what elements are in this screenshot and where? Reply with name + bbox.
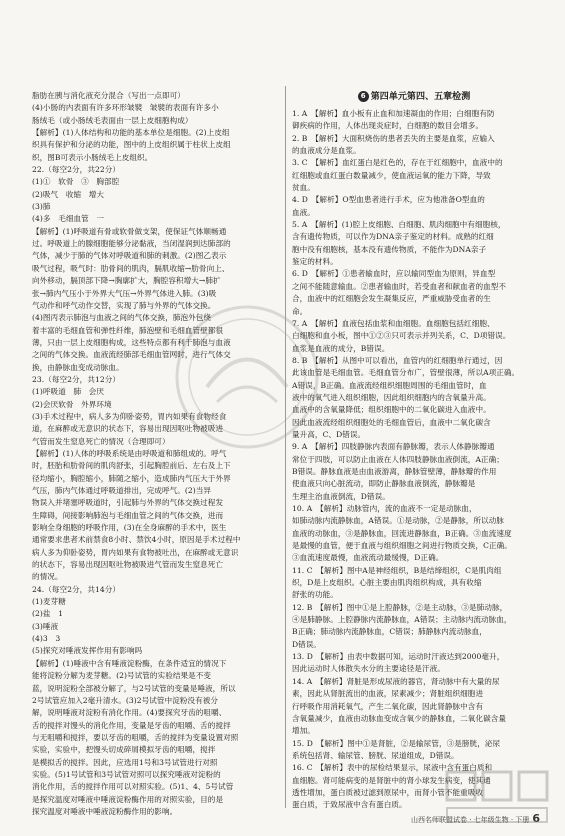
text-line: ④是肺静脉。上腔静脉内流静脉血，A错误；主动脉内流动脉血，: [292, 615, 512, 625]
text-line: 探究温度对唾液中唾液淀粉酶作用的影响。: [32, 806, 178, 816]
text-line: 6. D 【解析】①患者输血时，应以输同型血为原则，异血型: [292, 269, 496, 279]
text-line: 是模拟舌的搅拌。因此，应选用1号和3号试管进行对照: [32, 757, 218, 767]
text-line: (2)会厌软骨 外界环境: [32, 399, 112, 409]
text-line: 生障碍，间接影响肺泡与毛细血管之间的气体交换，进而: [32, 510, 224, 520]
text-line: 气管而发生窒息死亡的情况（合理即可）: [32, 436, 170, 446]
text-line: 【解析】(1)人体结构和功能的基本单位是细胞。(2)上皮组: [32, 128, 230, 138]
text-line: 气动作和呼气动作交替，实现了肺与外界的气体交换。: [32, 300, 216, 310]
left-column: [32, 90, 279, 818]
text-line: (3)手术过程中，病人多为仰卧姿势，胃内如果有食物经食: [32, 411, 227, 421]
text-line: 是最慢的血管，便于血液与组织细胞之间进行物质交换，C正确。: [292, 541, 512, 551]
text-line: 10. A 【解析】动脉管内，流的血液不一定是动脉血，: [292, 504, 477, 513]
text-line: 合，血液中的红细胞会发生凝集反应，严重威胁受血者的生: [292, 294, 491, 304]
text-line: 4. D 【解析】O型血患者进行手术，应为他准备O型血的: [292, 195, 485, 205]
right-answers: [292, 108, 536, 812]
text-line: 织具有保护和分泌的功能，图中的上皮组织属于柱状上皮组: [32, 140, 231, 150]
text-line: 的状态下，容易出现因呕吐物被吸进气管而发生窒息死亡: [32, 560, 224, 570]
column-divider: [285, 86, 286, 808]
text-line: (2)吸气 收缩 增大: [32, 189, 105, 199]
section-title-text: 第四单元第四、五章检测: [370, 92, 471, 102]
text-line: (4)多 毛细血管 一: [32, 214, 105, 224]
text-line: 鉴定的材料。: [292, 257, 338, 267]
text-line: 生理主治血液倒流，D错误。: [292, 491, 390, 501]
text-line: 蛋白质，于致尿液中含有蛋白质。: [292, 800, 407, 810]
text-line: 量升高，C、D错误。: [292, 429, 366, 439]
section-heading: [292, 90, 536, 105]
text-line: 素，因此从肾脏流出的血液，尿素减少；肾脏组织细胞进: [292, 689, 484, 699]
text-line: 血液的动脉血，③是静脉血，回流进静脉血，B正确。③血流速度: [292, 528, 512, 538]
text-line: 16. C 【解析】表中的尿检结果显示，尿液中含有蛋白质和: [292, 763, 493, 773]
text-line: 15. D 【解析】图中①是肾脏，②是输尿管，③是膀胱，泌尿: [292, 738, 501, 748]
text-line: (5)探究对唾液发挥作用有影响吗: [32, 646, 143, 656]
text-line: B正确；肺动脉内流静脉血，C错误；肺静脉内流动脉血，: [292, 627, 487, 637]
text-line: 因此运动时人体散失水分的主要途径是汗液。: [292, 664, 445, 674]
text-line: 病人多为仰卧姿势，胃内如果有食物被吐出，在麻醉或无意识: [32, 547, 239, 557]
text-line: 8. B 【解析】从图中可以看出，血管内的红细胞单行通过，因: [292, 355, 503, 365]
text-line: 【解析】(1)唾液中含有唾液淀粉酶，在条件适宜的情况下: [32, 658, 227, 668]
text-line: 24.（每空2分，共14分）: [32, 584, 121, 594]
text-line: 解，说明唾液对淀粉有消化作用。(4)要探究牙齿的咀嚼、: [32, 708, 227, 718]
text-line: 常位于四肢，可以防止血液在人体四肢静脉血液倒流，A正确；: [292, 454, 504, 464]
text-line: 能将淀粉分解为麦芽糖。(2)号试管的实验结果是不变: [32, 671, 212, 681]
text-line: 肠绒毛（或小肠绒毛表面由一层上皮细胞构成）: [32, 115, 193, 125]
text-line: 舒张的功能。: [292, 590, 338, 600]
section-badge: 6: [358, 91, 369, 102]
text-line: (1)① 软骨 ③ 胸部腔: [32, 177, 120, 187]
text-line: 舌的搅拌对馒头的消化作用，变量是牙齿的咀嚼、舌的搅拌: [32, 720, 231, 730]
text-line: (2)盐 1: [32, 609, 64, 619]
text-line: 过。呼吸道上的腺细胞能够分泌黏液，当闭湿润到达肺部的: [32, 239, 231, 249]
text-line: 2. B 【解析】大面积烧伤的患者丢失的主要是血浆，应输入: [292, 133, 495, 143]
text-line: 使血液只向心脏流动，即防止静脉血液倒流，静脉瓣是: [292, 479, 476, 489]
text-line: (1)呼吸道 肺 会厌: [32, 387, 105, 397]
text-line: (1)麦芽糖: [32, 597, 66, 607]
text-line: 系统包括肾、输尿管、膀胱、尿道组成，D错误。: [292, 750, 459, 760]
text-line: 脂肪在胰与消化液充分混合（写出一点即可）: [32, 91, 185, 100]
text-line: D错误。: [292, 639, 322, 649]
text-line: 13. D 【解析】由表中数据可知，运动时汗液达到2000毫升，: [292, 652, 505, 662]
text-line: 红细胞或血红蛋白数量减少，使血液运氧的能力下降，导致: [292, 170, 491, 180]
text-line: 张→肺内气压小于外界大气压→外界气体进入肺。(3)吸: [32, 288, 217, 298]
text-line: 影响全身细胞的呼吸作用，(3)在全身麻醉的手术中，医生: [32, 523, 227, 533]
text-line: 12. B 【解析】图中①是上腔静脉，②是主动脉，③是肺动脉，: [292, 602, 508, 612]
footer-text: 山西名师联盟试卷 · 七年级生物 · 下册: [410, 816, 530, 824]
text-line: 23.（每空2分，共12分）: [32, 374, 121, 384]
text-line: A错误，B正确。血液流经组织细胞周围的毛细血管时，血: [292, 380, 487, 390]
text-line: 径均缩小，胸腔缩小，肺随之缩小，造成肺内气压大于外界: [32, 473, 231, 483]
text-line: 9. A 【解析】四肢静脉内表面有静脉瓣，表示人体静脉瓣通: [292, 442, 495, 452]
text-line: 1. A 【解析】血小板有止血和加速凝血的作用；白细胞有防: [292, 109, 495, 118]
text-line: 2号试管应加入2毫升清水。(3)2号试管中淀粉没有被分: [32, 695, 219, 705]
text-line: 消化作用，舌的搅拌作用可以对照实验。(5)1、4、5号试管: [32, 782, 234, 792]
text-line: 血液中的含氧量降低；组织细胞中的二氧化碳进入血液中。: [292, 405, 491, 415]
text-line: 与无咀嚼和搅拌，要以牙齿的咀嚼，舌的搅拌为变量设置对照: [32, 732, 239, 742]
text-line: 血浆是血液的成分，B错误。: [292, 343, 390, 353]
text-line: 7. A 【解析】血液包括血浆和血细胞。血细胞包括红细胞、: [292, 318, 495, 328]
text-line: 物误入并堵塞呼吸道时，引起肺与外界的气体交换过程发: [32, 498, 224, 508]
text-line: (4)3 3: [32, 634, 61, 644]
text-line: 白细胞和血小板，图中①②③只可表示并列关系，C、D项错误。: [292, 331, 511, 341]
right-column: [292, 90, 536, 812]
text-line: 向外移动，膈顶部下降→胸廓扩大，胸腔容积增大→肺扩: [32, 276, 221, 286]
text-line: 蓝，说明淀粉全部被分解了，与2号试管的变量是唾液，所以: [32, 683, 236, 693]
text-line: 时，胚胎和肋骨间的肌肉舒张，引起胸腔前后、左右及上下: [32, 461, 231, 471]
text-line: 薄，只由一层上皮细胞构成，这些特点都有利于肺泡与血液: [32, 337, 231, 347]
text-line: 实验，实验中，把馒头切成碎屑模拟牙齿的咀嚼，搅拌: [32, 745, 216, 755]
text-line: 之间不能随意输血。②患者输血时，若受血者和献血者的血型不: [292, 281, 507, 291]
text-line: 透性增加，蛋白质被过滤到原尿中，而肾小管不能重吸收: [292, 787, 484, 797]
text-line: 换，由静脉血变成动脉血。: [32, 362, 124, 372]
text-line: (4)图丙表示肺泡与血液之间的气体交换，肺泡外包绕: [32, 313, 212, 323]
text-line: 织，D是上皮组织。心脏主要由肌肉组织构成，具有收缩: [292, 578, 482, 588]
text-line: 道，在麻醉或无意识的状态下，容易出现因呕吐物被吸进: [32, 424, 224, 434]
text-line: 命。: [292, 306, 308, 316]
text-line: 通常要求患者术前禁食8小时、禁饮4小时，原因是手术过程中: [32, 535, 241, 545]
text-line: 含氧量减少，血液由动脉血变成含氧少的静脉血，二氧化碳含量: [292, 713, 507, 723]
text-line: 液中的氧气进入组织细胞，因此组织细胞内的含氧量升高。: [292, 392, 491, 402]
text-line: 血液。: [292, 207, 315, 217]
text-line: 增加。: [292, 726, 315, 736]
text-line: 14. A 【解析】肾脏是形成尿液的器官，肾动脉中有大量的尿: [292, 676, 500, 686]
text-line: B错误。静脉血液是由血液游离，静脉管壁薄，静脉瓣的作用: [292, 466, 497, 476]
text-line: 含有遗传物质，可以作为DNA亲子鉴定的材料。成熟的红细: [292, 232, 494, 242]
text-line: 气体，减少于肺的气体对呼吸道和肺的刺激。(2)图乙表示: [32, 251, 227, 261]
text-line: 22.（每空2分，共22分）: [32, 165, 121, 175]
text-line: 着丰富的毛细血管和弹性纤维，肺泡壁和毛细血管壁都很: [32, 325, 224, 335]
text-line: 因此血液流经组织细胞处的毛细血管后，血液中二氧化碳含: [292, 417, 491, 427]
text-line: 11. C 【解析】图中A是神经组织，B是结缔组织，C是肌肉组: [292, 565, 502, 575]
text-line: 贫血。: [292, 183, 315, 193]
text-line: 如肺动脉内流静脉血，A错误。①是动脉，②是静脉，所以动脉: [292, 516, 504, 526]
page-number: 6: [532, 812, 540, 825]
text-line: 是探究温度对唾液中唾液淀粉酶作用的对照实验，目的是: [32, 794, 224, 804]
text-line: (4)小肠的内表面有许多环形皱襞 皱襞的表面有许多小: [32, 103, 219, 113]
text-line: 胞中没有细胞核，基本没有遗传物质，不能作为DNA亲子: [292, 244, 487, 254]
page-footer: [340, 812, 540, 826]
text-line: 【解析】(1)人体的呼吸系统是由呼吸道和肺组成的。呼气: [32, 448, 227, 458]
text-line: 实验。(5)1号试管和3号试管对照可以探究唾液对淀粉的: [32, 769, 221, 779]
text-line: 御疾病的作用，人体出现炎症时，白细胞的数目会增多。: [292, 121, 484, 131]
text-line: 气压，肺内气体通过呼吸道排出，完成呼气。(2)当异: [32, 486, 212, 495]
text-line: 此该血管是毛细血管。毛细血管分布广，管壁很薄，所以A项正确。: [292, 368, 520, 378]
text-line: 行呼吸作用消耗氧气，产生二氧化碳，因此肾静脉中含有: [292, 701, 484, 711]
text-line: 的血液成分是血浆。: [292, 146, 361, 156]
text-line: (3)唾液: [32, 621, 59, 631]
text-line: ③血流速度最慢，血液流动最缓慢，D正确。: [292, 553, 444, 563]
text-line: 吸气过程，吸气时：肋骨间的肌肉，膈肌收缩→肋骨向上、: [32, 263, 230, 273]
text-line: 5. A 【解析】(1)腔上皮细胞、白细胞、肌肉细胞中有细胞核，: [292, 220, 506, 230]
text-line: 血细胞。肾可能病变的是肾脏中的肾小球发生病变，使其通: [292, 775, 491, 785]
text-line: 织，图B可表示小肠绒毛上皮组织。: [32, 152, 153, 162]
text-line: 的情况。: [32, 572, 63, 582]
text-line: 3. C 【解析】血红蛋白是红色的，存在于红细胞中，血液中的: [292, 158, 503, 168]
text-line: (3)肺: [32, 202, 51, 212]
text-line: 之间的气体交换。血液流经肺部毛细血管网时，进行气体交: [32, 350, 231, 360]
text-line: 【解析】(1)呼吸道有骨或软骨做支架，使保证气体顺畅通: [32, 226, 227, 236]
